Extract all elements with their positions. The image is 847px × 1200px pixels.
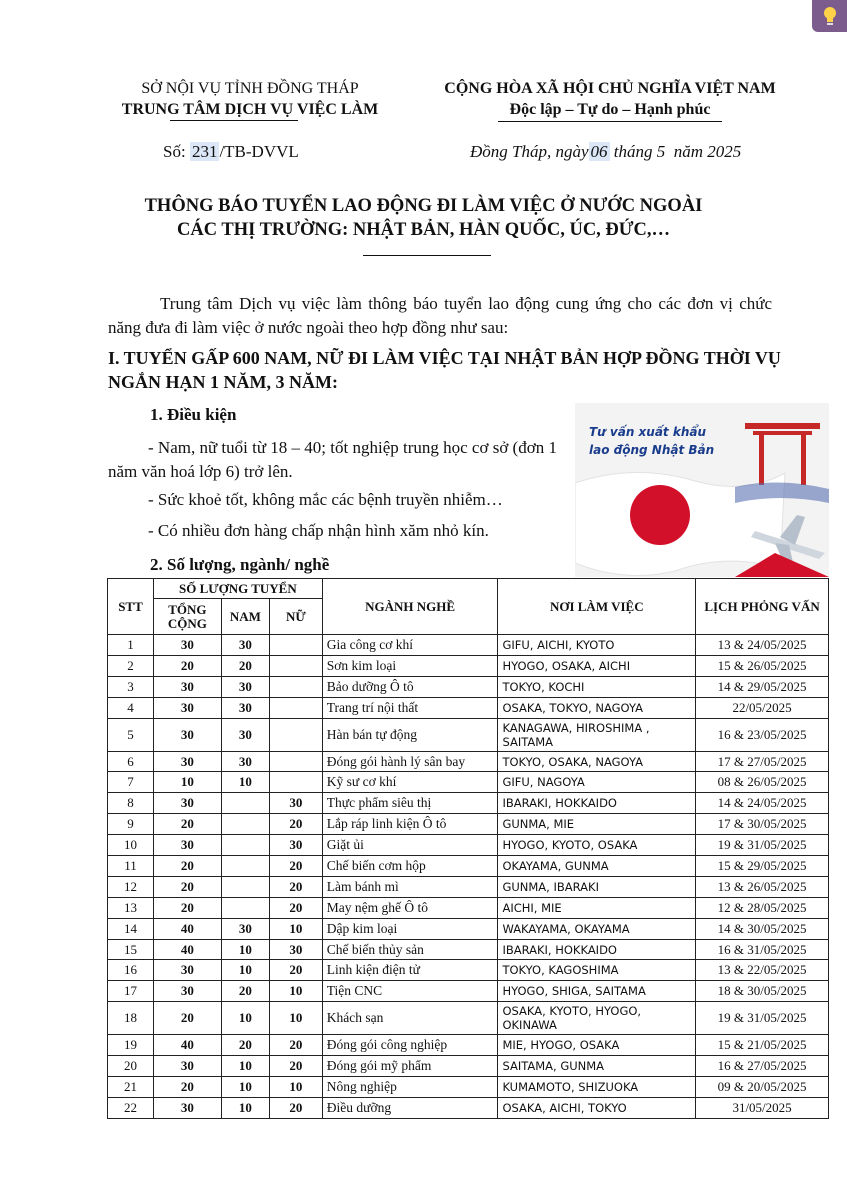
job-table <box>107 578 829 1119</box>
row-total: 20 <box>153 876 221 897</box>
row-stt: 12 <box>108 876 154 897</box>
japan-labor-promo-image <box>575 403 829 577</box>
row-date: 14 & 30/05/2025 <box>696 918 829 939</box>
row-male: 10 <box>221 939 269 960</box>
row-female: 20 <box>269 960 322 981</box>
row-male: 20 <box>221 981 269 1002</box>
subsection-quantity: 2. Số lượng, ngành/ nghề <box>150 555 330 574</box>
table-row <box>108 897 829 918</box>
title-line-1: THÔNG BÁO TUYỂN LAO ĐỘNG ĐI LÀM VIỆC Ở NƯỚC NGOÀI <box>144 196 703 216</box>
row-job: Điều dưỡng <box>322 1097 498 1118</box>
row-place: IBARAKI, HOKKAIDO <box>498 939 696 960</box>
row-job: Làm bánh mì <box>322 876 498 897</box>
place-prefix: Đồng Tháp, ngày <box>470 142 589 161</box>
row-stt: 16 <box>108 960 154 981</box>
row-stt: 3 <box>108 676 154 697</box>
table-row <box>108 718 829 751</box>
issuer-center: TRUNG TÂM DỊCH VỤ VIỆC LÀM <box>121 101 379 118</box>
row-stt: 13 <box>108 897 154 918</box>
col-female-header: NỮ <box>269 599 322 635</box>
issuer-ministry: SỞ NỘI VỤ TỈNH ĐỒNG THÁP <box>141 80 359 97</box>
table-row <box>108 876 829 897</box>
doc-number-suffix: /TB-DVVL <box>219 142 299 161</box>
row-job: Bảo dưỡng Ô tô <box>322 676 498 697</box>
row-male: 20 <box>221 1035 269 1056</box>
subsection-conditions: 1. Điều kiện <box>150 405 237 424</box>
row-place: OKAYAMA, GUNMA <box>498 856 696 877</box>
row-place: GIFU, NAGOYA <box>498 772 696 793</box>
date-year: 2025 <box>707 142 742 161</box>
row-male <box>221 897 269 918</box>
row-job: May nệm ghế Ô tô <box>322 897 498 918</box>
tips-button[interactable] <box>812 0 847 32</box>
row-male: 30 <box>221 918 269 939</box>
table-row <box>108 918 829 939</box>
condition-health <box>108 488 568 512</box>
row-place: OSAKA, AICHI, TOKYO <box>498 1097 696 1118</box>
row-job: Giặt ủi <box>322 835 498 856</box>
table-row <box>108 772 829 793</box>
row-date: 17 & 30/05/2025 <box>696 814 829 835</box>
row-job: Dập kim loại <box>322 918 498 939</box>
row-place: TOKYO, KAGOSHIMA <box>498 960 696 981</box>
row-male: 10 <box>221 1097 269 1118</box>
condition-tattoo-text: - Có nhiều đơn hàng chấp nhận hình xăm nhỏ kín. <box>148 521 489 540</box>
row-date: 14 & 29/05/2025 <box>696 676 829 697</box>
row-male: 30 <box>221 697 269 718</box>
row-place: HYOGO, OSAKA, AICHI <box>498 655 696 676</box>
row-place: GUNMA, IBARAKI <box>498 876 696 897</box>
row-job: Chế biến cơm hộp <box>322 856 498 877</box>
republic-name: CỘNG HÒA XÃ HỘI CHỦ NGHĨA VIỆT NAM <box>444 80 776 97</box>
doc-number-value: 231 <box>191 142 218 161</box>
intro-text: Trung tâm Dịch vụ việc làm thông báo tuyển lao động cung ứng cho các đơn vị chức năng đưa đi làm việc ở nước ngoài theo hợp đồng như sau: <box>108 294 772 337</box>
row-female <box>269 751 322 772</box>
row-date: 15 & 21/05/2025 <box>696 1035 829 1056</box>
row-date: 19 & 31/05/2025 <box>696 835 829 856</box>
row-stt: 22 <box>108 1097 154 1118</box>
row-male: 30 <box>221 751 269 772</box>
condition-age <box>108 436 568 484</box>
row-total: 20 <box>153 655 221 676</box>
row-date: 08 & 26/05/2025 <box>696 772 829 793</box>
document-number <box>163 142 299 162</box>
title-divider <box>363 255 491 256</box>
condition-tattoo <box>108 519 568 543</box>
row-female: 10 <box>269 1002 322 1035</box>
row-place: HYOGO, KYOTO, OSAKA <box>498 835 696 856</box>
row-stt: 19 <box>108 1035 154 1056</box>
row-job: Khách sạn <box>322 1002 498 1035</box>
table-row <box>108 1097 829 1118</box>
row-place: IBARAKI, HOKKAIDO <box>498 793 696 814</box>
lightbulb-icon <box>822 6 838 26</box>
row-date: 13 & 22/05/2025 <box>696 960 829 981</box>
row-total: 30 <box>153 960 221 981</box>
month-label: tháng <box>613 142 653 161</box>
row-date: 13 & 26/05/2025 <box>696 876 829 897</box>
row-male: 30 <box>221 718 269 751</box>
row-male: 30 <box>221 676 269 697</box>
row-stt: 6 <box>108 751 154 772</box>
condition-age-text: - Nam, nữ tuổi từ 18 – 40; tốt nghiệp trung học cơ sở (đơn 1 năm văn hoá lớp 6) trở lên. <box>108 438 557 481</box>
row-total: 20 <box>153 814 221 835</box>
col-male-header: NAM <box>221 599 269 635</box>
row-female <box>269 697 322 718</box>
row-total: 30 <box>153 793 221 814</box>
row-total: 30 <box>153 751 221 772</box>
row-place: SAITAMA, GUNMA <box>498 1056 696 1077</box>
row-male: 10 <box>221 772 269 793</box>
row-stt: 20 <box>108 1056 154 1077</box>
row-job: Gia công cơ khí <box>322 635 498 656</box>
row-place: WAKAYAMA, OKAYAMA <box>498 918 696 939</box>
promo-line-1: Tư vấn xuất khẩu <box>589 425 707 439</box>
row-stt: 11 <box>108 856 154 877</box>
row-job: Đóng gói hành lý sân bay <box>322 751 498 772</box>
row-stt: 17 <box>108 981 154 1002</box>
row-female: 20 <box>269 856 322 877</box>
intro-paragraph <box>108 292 772 340</box>
motto-underline <box>498 121 722 122</box>
row-female <box>269 635 322 656</box>
row-total: 30 <box>153 718 221 751</box>
row-date: 16 & 23/05/2025 <box>696 718 829 751</box>
row-male: 30 <box>221 635 269 656</box>
table-row <box>108 676 829 697</box>
row-job: Chế biến thủy sản <box>322 939 498 960</box>
col-place-header: NƠI LÀM VIỆC <box>498 579 696 635</box>
job-table-body <box>108 635 829 1119</box>
table-row <box>108 635 829 656</box>
row-female: 20 <box>269 897 322 918</box>
col-stt-header: STT <box>108 579 154 635</box>
row-female: 10 <box>269 981 322 1002</box>
row-job: Đóng gói công nghiệp <box>322 1035 498 1056</box>
row-date: 22/05/2025 <box>696 697 829 718</box>
row-female: 20 <box>269 1035 322 1056</box>
notice-title <box>60 194 787 242</box>
row-male <box>221 814 269 835</box>
table-row <box>108 697 829 718</box>
col-total-header: TỔNG CỘNG <box>153 599 221 635</box>
row-job: Thực phẩm siêu thị <box>322 793 498 814</box>
row-date: 14 & 24/05/2025 <box>696 793 829 814</box>
row-female <box>269 718 322 751</box>
row-female: 10 <box>269 1077 322 1098</box>
table-row <box>108 751 829 772</box>
row-job: Đóng gói mỹ phẩm <box>322 1056 498 1077</box>
date-day: 06 <box>590 142 608 161</box>
row-date: 15 & 29/05/2025 <box>696 856 829 877</box>
row-male <box>221 835 269 856</box>
row-date: 09 & 20/05/2025 <box>696 1077 829 1098</box>
table-row <box>108 856 829 877</box>
row-date: 16 & 31/05/2025 <box>696 939 829 960</box>
doc-number-prefix: Số: <box>163 142 186 161</box>
row-total: 30 <box>153 1056 221 1077</box>
row-stt: 9 <box>108 814 154 835</box>
row-place: HYOGO, SHIGA, SAITAMA <box>498 981 696 1002</box>
national-motto-block <box>410 78 810 120</box>
row-stt: 18 <box>108 1002 154 1035</box>
row-date: 12 & 28/05/2025 <box>696 897 829 918</box>
row-female: 20 <box>269 1097 322 1118</box>
row-stt: 2 <box>108 655 154 676</box>
row-place: MIE, HYOGO, OSAKA <box>498 1035 696 1056</box>
row-job: Linh kiện điện tử <box>322 960 498 981</box>
row-female: 30 <box>269 793 322 814</box>
table-row <box>108 960 829 981</box>
condition-health-text: - Sức khoẻ tốt, không mắc các bệnh truyền nhiễm… <box>148 490 503 509</box>
row-place: OSAKA, KYOTO, HYOGO, OKINAWA <box>498 1002 696 1035</box>
row-female: 20 <box>269 876 322 897</box>
row-total: 30 <box>153 1097 221 1118</box>
table-row <box>108 835 829 856</box>
row-male <box>221 793 269 814</box>
table-row <box>108 1077 829 1098</box>
table-row <box>108 981 829 1002</box>
title-line-2: CÁC THỊ TRƯỜNG: NHẬT BẢN, HÀN QUỐC, ÚC, ĐỨC,… <box>176 220 670 240</box>
row-date: 31/05/2025 <box>696 1097 829 1118</box>
row-total: 30 <box>153 635 221 656</box>
row-place: OSAKA, TOKYO, NAGOYA <box>498 697 696 718</box>
row-date: 13 & 24/05/2025 <box>696 635 829 656</box>
row-female: 20 <box>269 814 322 835</box>
row-place: KUMAMOTO, SHIZUOKA <box>498 1077 696 1098</box>
row-total: 20 <box>153 1002 221 1035</box>
row-job: Lắp ráp linh kiện Ô tô <box>322 814 498 835</box>
row-stt: 14 <box>108 918 154 939</box>
table-row <box>108 814 829 835</box>
row-date: 19 & 31/05/2025 <box>696 1002 829 1035</box>
row-place: KANAGAWA, HIROSHIMA , SAITAMA <box>498 718 696 751</box>
row-total: 30 <box>153 697 221 718</box>
table-row <box>108 1002 829 1035</box>
row-place: TOKYO, OSAKA, NAGOYA <box>498 751 696 772</box>
row-job: Hàn bán tự động <box>322 718 498 751</box>
row-total: 20 <box>153 897 221 918</box>
row-male: 10 <box>221 1077 269 1098</box>
year-label: năm <box>673 142 704 161</box>
issuer-block <box>100 78 400 120</box>
table-row <box>108 1056 829 1077</box>
col-job-header: NGÀNH NGHỀ <box>322 579 498 635</box>
table-row <box>108 793 829 814</box>
row-date: 17 & 27/05/2025 <box>696 751 829 772</box>
row-total: 30 <box>153 676 221 697</box>
row-total: 10 <box>153 772 221 793</box>
col-quantity-header: SỐ LƯỢNG TUYỂN <box>153 579 322 599</box>
row-female: 30 <box>269 835 322 856</box>
row-job: Tiện CNC <box>322 981 498 1002</box>
row-female: 10 <box>269 918 322 939</box>
row-date: 16 & 27/05/2025 <box>696 1056 829 1077</box>
issuer-underline <box>170 120 298 121</box>
row-job: Nông nghiệp <box>322 1077 498 1098</box>
row-male: 10 <box>221 1056 269 1077</box>
row-job: Trang trí nội thất <box>322 697 498 718</box>
date-month: 5 <box>656 142 666 161</box>
row-place: AICHI, MIE <box>498 897 696 918</box>
row-total: 30 <box>153 981 221 1002</box>
row-total: 40 <box>153 1035 221 1056</box>
row-male: 10 <box>221 1002 269 1035</box>
row-stt: 15 <box>108 939 154 960</box>
row-female: 30 <box>269 939 322 960</box>
row-stt: 1 <box>108 635 154 656</box>
row-male <box>221 856 269 877</box>
row-stt: 7 <box>108 772 154 793</box>
promo-caption <box>589 423 714 459</box>
table-row <box>108 1035 829 1056</box>
row-female <box>269 655 322 676</box>
row-job: Sơn kim loại <box>322 655 498 676</box>
row-place: TOKYO, KOCHI <box>498 676 696 697</box>
row-date: 15 & 26/05/2025 <box>696 655 829 676</box>
row-stt: 10 <box>108 835 154 856</box>
table-row <box>108 939 829 960</box>
row-male: 10 <box>221 960 269 981</box>
row-total: 40 <box>153 939 221 960</box>
row-total: 20 <box>153 856 221 877</box>
row-male: 20 <box>221 655 269 676</box>
row-female <box>269 676 322 697</box>
row-stt: 8 <box>108 793 154 814</box>
col-schedule-header: LỊCH PHỎNG VẤN <box>696 579 829 635</box>
promo-line-2: lao động Nhật Bản <box>589 443 715 457</box>
row-male <box>221 876 269 897</box>
table-row <box>108 655 829 676</box>
row-stt: 5 <box>108 718 154 751</box>
motto: Độc lập – Tự do – Hạnh phúc <box>509 101 711 118</box>
row-stt: 4 <box>108 697 154 718</box>
row-date: 18 & 30/05/2025 <box>696 981 829 1002</box>
place-date <box>470 142 741 162</box>
section-heading: I. TUYỂN GẤP 600 NAM, NỮ ĐI LÀM VIỆC TẠI NHẬT BẢN HỢP ĐỒNG THỜI VỤ NGẮN HẠN 1 NĂM, 3 NĂM: <box>108 348 781 392</box>
row-job: Kỹ sư cơ khí <box>322 772 498 793</box>
row-stt: 21 <box>108 1077 154 1098</box>
row-total: 20 <box>153 1077 221 1098</box>
row-total: 30 <box>153 835 221 856</box>
row-female: 20 <box>269 1056 322 1077</box>
row-place: GIFU, AICHI, KYOTO <box>498 635 696 656</box>
row-female <box>269 772 322 793</box>
row-total: 40 <box>153 918 221 939</box>
row-place: GUNMA, MIE <box>498 814 696 835</box>
